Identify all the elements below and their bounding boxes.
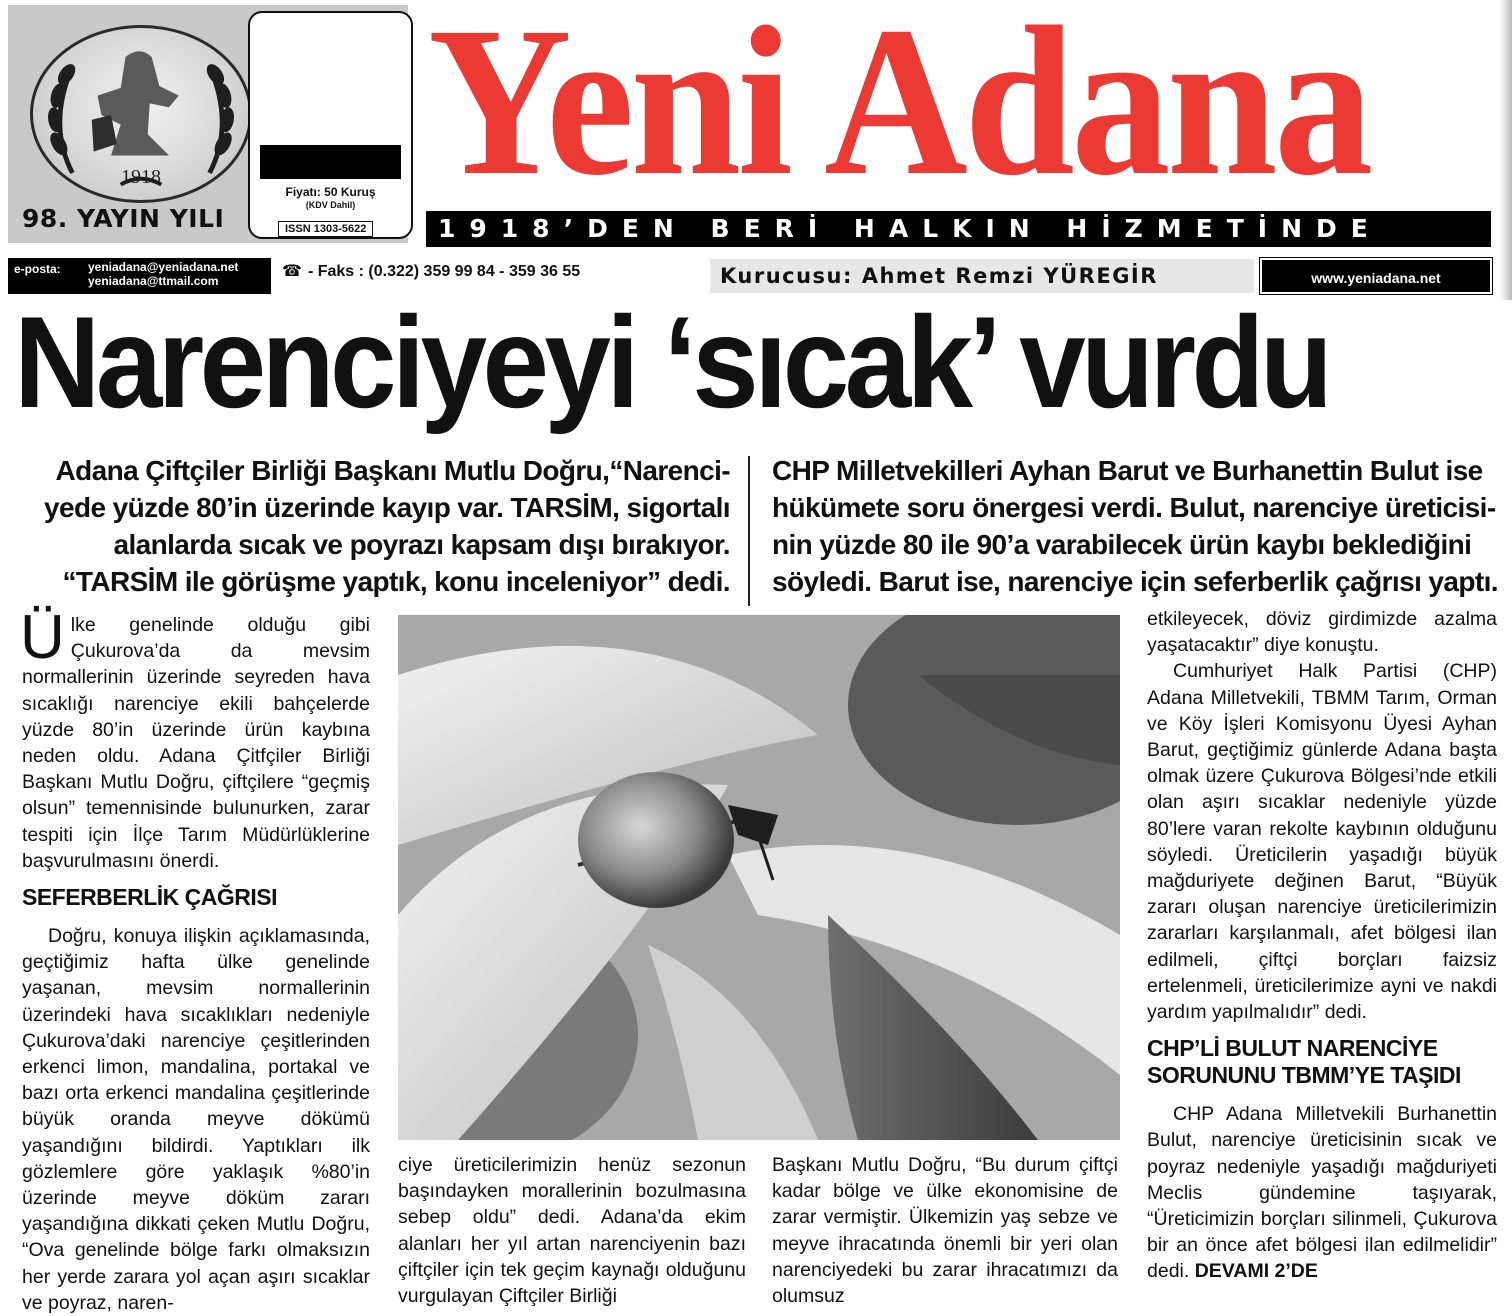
continued-label[interactable]: DEVAMI 2’DE <box>1194 1260 1318 1283</box>
logo-text: Yeni Adana <box>428 0 1370 206</box>
spot-right: CHP Milletvekilleri Ayhan Barut ve Burhanettin Bulut ise hükümete soru önergesi verdi. Bulut, narenciye üreticisi-nin yüzde 80 ile 90’a varabilecek ürün kaybı beklediğini söyledi. Barut ise, narenciye için seferberlik çağrısı yaptı. <box>772 455 1498 597</box>
paragraph-intro <box>20 603 370 874</box>
citrus-fruit-photo <box>398 615 1120 1140</box>
website-link[interactable]: www.yeniadana.net <box>1260 258 1492 294</box>
email-address-1[interactable]: yeniadana@yeniadana.net <box>88 260 239 274</box>
paragraph-col3-1: etkileyecek, döviz girdimizde azalma yaşatacaktır” diye konuştu. <box>1147 608 1497 657</box>
subhead-seferberlik: SEFERBERLİK ÇAĞRISI <box>22 884 278 911</box>
slogan-banner: 1918’DEN BERİ HALKIN HİZMETİNDE <box>426 211 1491 247</box>
masthead-left-panel <box>8 5 408 243</box>
paragraph-under-photo-2: Başkanı Mutlu Doğru, “Bu durum çiftçi kadar bölge ve ülke ekonomisine de zarar vermiştir. Ülkemizin yaş sebze ve meyve ihracatında önemli bir yeri olan narenciyedeki bu zarar ihracatımızı da olumsuz <box>772 1154 1118 1308</box>
spot-divider <box>748 456 750 606</box>
under-photo-column-2 <box>772 1152 1118 1309</box>
bulut-text: CHP Adana Milletvekili Burhanettin Bulut, narenciye üreticisinin sıcak ve poyraz nedeniyle yaşadığı mağduriyeti Meclis gündemine taşıyarak, “Üreticimizin borçları silinmeli, Çukurova bir an önce afet bölgesi ilan edilmelidir” dedi. <box>1147 1103 1497 1283</box>
article-column-3 <box>1147 606 1497 1285</box>
telephone-icon: ☎ <box>282 261 302 280</box>
main-headline <box>14 294 1500 434</box>
phone-fax-line <box>282 261 580 281</box>
email-label: e-posta: <box>14 262 61 276</box>
paragraph-bulut <box>1147 1101 1497 1284</box>
issn-label: ISSN 1303-5622 <box>278 221 373 237</box>
publication-year: 98. YAYIN YILI <box>22 204 225 233</box>
price-note: (KDV Dahil) <box>305 200 356 210</box>
email-block <box>8 258 271 294</box>
newspaper-logo <box>428 0 1488 206</box>
article-column-1 <box>20 603 370 1316</box>
drop-cap: Ü <box>20 603 65 672</box>
price-box <box>248 11 413 239</box>
headline-text: Narenciyeyi ‘sıcak’ vurdu <box>14 294 1329 434</box>
spot-left: Adana Çiftçiler Birliği Başkanı Mutlu Doğru,“Narenci-yede yüzde 80’in üzerinde kayıp var. TARSİM, sigortalı alanlarda sıcak ve poyrazı kapsam dışı bırakıyor. “TARSİM ile görüşme yaptık, konu inceleniyor” dedi. <box>44 455 730 597</box>
paragraph-under-photo-1: ciye üreticilerimizin henüz sezonun başındayken morallerinin bozulmasına sebep oldu” dedi. Adana’da ekim alanları her yıl artan narenciyenin bazı çiftçiler için tek geçim kaynağı olduğunu vurgulayan Çiftçiler Birliği <box>398 1154 746 1308</box>
fax-text: - Faks : (0.322) 359 99 84 - 359 36 55 <box>307 263 581 280</box>
founder-banner: Kurucusu: Ahmet Remzi YÜREGİR <box>710 259 1254 293</box>
page-edge-shadow <box>1500 0 1512 300</box>
paragraph-dogru: Doğru, konuya ilişkin açıklamasında, geçtiğimiz hafta ülke genelinde yaşanan, mevsim normallerinin üzerindeki hava sıcaklıkları nedeniyle Çukurova’daki narenciye çeşitlerinden erkenci limon, mandalina, portakal ve bazı orta erkenci mandalina çeşitlerinde büyük oranda meyve dökümü yaşandığını bildirdi. Yaptıkları ilk gözlemlere göre yaklaşık %80’in üzerinde meyve döküm zararı yaşandığına dikkati çeken Mutlu Doğru, “Ova genelinde bölge farkı olmaksızın her yerde zarara yol açan aşırı sıcaklar ve poyraz, naren- <box>22 925 370 1314</box>
article-photo <box>398 615 1120 1140</box>
price-box-bar <box>260 145 401 179</box>
paragraph-barut: Cumhuriyet Halk Partisi (CHP) Adana Milletvekili, TBMM Tarım, Orman ve Köy İşleri Komisyonu Üyesi Ayhan Barut, geçtiğimiz günlerde Adana başta olmak üzere Çukurova Bölgesi’nde etkili olan aşırı sıcaklar nedeniyle yüzde 80’lere varan rekolte kaybının olduğunu söyledi. Üreticilerin yaşadığı büyük mağduriyete değinen Barut, “Büyük zararı oluşan narenciye üreticilerimizin zararları karşılanmalı, afet bölgesi ilan edilmeli, çiftçi borçları faizsiz ertelenmeli, üreticilerimize ayni ve nakdi yardım yapılmalıdır” dedi. <box>1147 660 1497 1024</box>
intro-text: lke genelinde olduğu gibi Çukurova’da da mevsim normallerinin üzerinde seyreden hava sıcaklığı narenciye ekili bahçelerde yüzde 80’in üzerinde ürün kaybına neden oldu. Adana Çitfçiler Birliği Başkanı Mutlu Doğru, çiftçilere “geçmiş olsun” temennisinde bulunurken, zarar tespiti için İlçe Tarım Müdürlüklerine başvurulmasını önerdi. <box>22 614 370 872</box>
price-label: Fiyatı: 50 Kuruş <box>285 185 376 199</box>
subhead-bulut: CHP’Lİ BULUT NARENCİYE SORUNUNU TBMM’YE TAŞIDI <box>1147 1035 1461 1089</box>
emblem-logo <box>30 25 252 203</box>
email-address-2[interactable]: yeniadana@ttmail.com <box>88 274 219 288</box>
emblem-year: 1918 <box>121 166 161 188</box>
under-photo-column-1 <box>398 1152 746 1309</box>
